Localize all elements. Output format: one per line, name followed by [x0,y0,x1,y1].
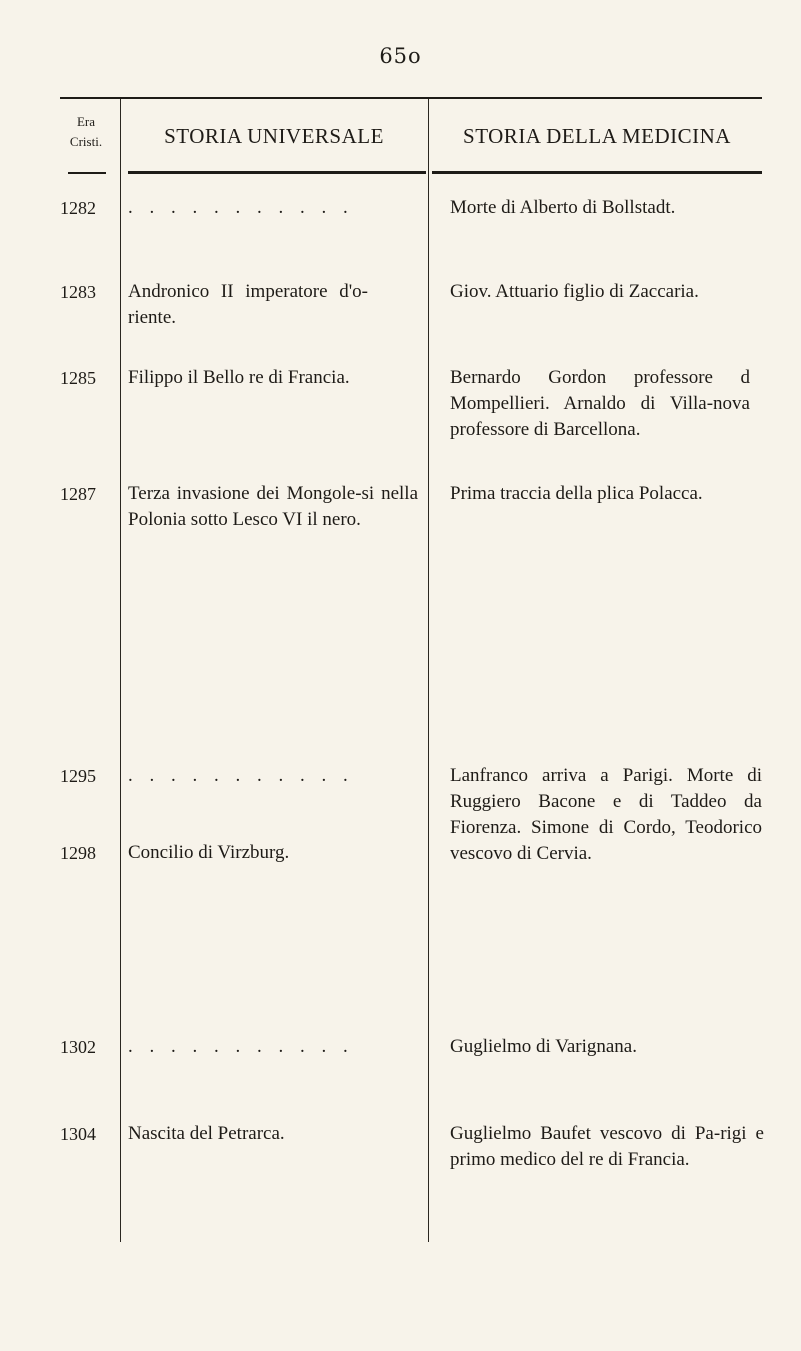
year-cell: 1298 [60,843,96,863]
medicine-cell: Lanfranco arriva a Parigi. Morte di Ruggiero Bacone e di Taddeo da Fiorenza. Simone di Cordo, Teodorico vescovo di Cervia. [450,765,762,864]
universal-cell: Nascita del Petrarca. [128,1123,285,1144]
header-era [60,112,112,152]
header-bottom-rule-universal [128,171,426,174]
year-cell: 1283 [60,282,96,302]
universal-cell: Concilio di Virzburg. [128,842,290,863]
column-separator-right [428,99,429,1242]
universal-cell: Andronico II imperatore d'o-riente. [128,281,368,328]
medicine-cell: Guglielmo Baufet vescovo di Pa-rigi e primo medico del re di Francia. [450,1123,764,1170]
header-medicine-history: STORIA DELLA MEDICINA [463,124,731,148]
year-cell: 1295 [60,766,96,786]
universal-cell: Filippo il Bello re di Francia. [128,367,350,388]
year-cell: 1304 [60,1124,96,1144]
year-cell: 1285 [60,368,96,388]
header-bottom-rule-medicine [432,171,762,174]
header-universal-history: STORIA UNIVERSALE [164,124,384,148]
header-era-line1: Era [76,114,96,129]
medicine-cell: Prima traccia della plica Polacca. [450,483,703,504]
year-cell: 1282 [60,198,96,218]
medicine-cell: Giov. Attuario figlio di Zaccaria. [450,281,699,302]
medicine-cell: Bernardo Gordon professore d Mompellieri. Arnaldo di Villa-nova professore di Barcellona. [450,367,750,440]
universal-cell: Terza invasione dei Mongole-si nella Polonia sotto Lesco VI il nero. [128,483,418,530]
year-cell: 1302 [60,1037,96,1057]
universal-cell: . . . . . . . . . . . [128,765,354,786]
year-cell: 1287 [60,484,96,504]
universal-cell: . . . . . . . . . . . [128,197,354,218]
medicine-cell: Morte di Alberto di Bollstadt. [450,197,676,218]
header-era-line2: Cristi. [69,134,103,149]
header-bottom-rule-era [68,172,106,174]
header-top-rule [60,97,762,99]
universal-cell: . . . . . . . . . . . [128,1036,354,1057]
column-separator-left [120,99,121,1242]
medicine-cell: Guglielmo di Varignana. [450,1036,637,1057]
page-number: 65o [379,44,422,68]
